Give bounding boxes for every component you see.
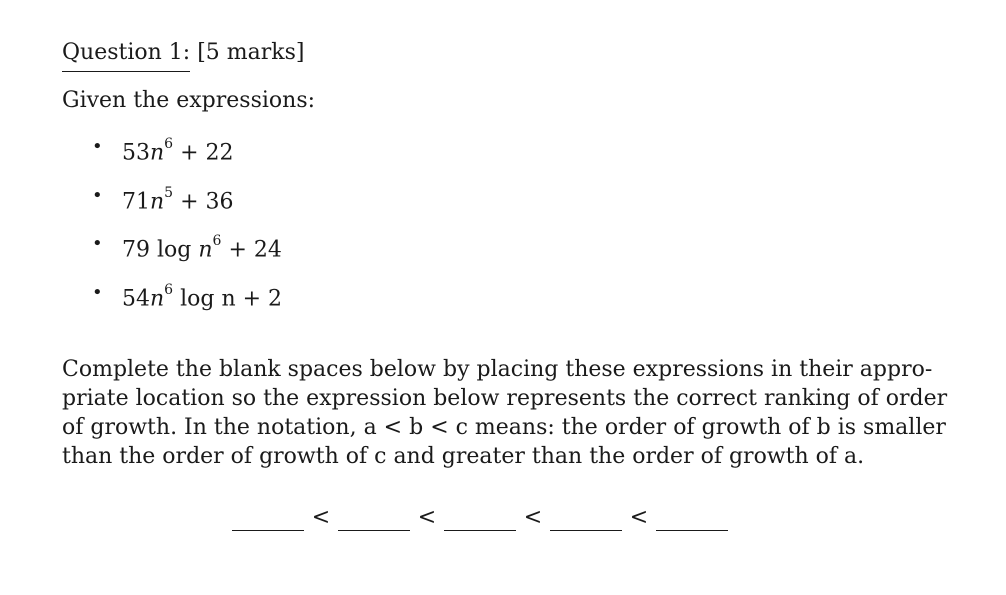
paragraph-line: priate location so the expression below represents the correct ranking of order [62,386,948,411]
expression-math: $54n^6$ log n + 2 [122,281,283,311]
instructions-paragraph [62,355,948,471]
paragraph-line: Complete the blank spaces below by placing these expressions in their appro- [62,357,933,382]
expression-math: $53n^6 + 22$ [122,136,234,166]
expression-item [92,278,282,327]
expression-math: $71n^5 + 36$ [122,184,234,214]
bullet-icon: • [92,136,103,157]
bullet-icon: • [92,184,103,206]
less-than-sign: < [417,505,437,530]
expression-item [92,181,282,230]
expression-list [92,132,282,326]
expression-item [92,229,282,278]
blank-slot[interactable] [444,512,516,531]
bullet-icon: • [92,281,103,303]
less-than-sign: < [311,505,331,530]
blank-slot[interactable] [338,512,410,531]
paragraph-line: than the order of growth of c and greater than the order of growth of a. [62,444,865,469]
paragraph-line: of growth. In the notation, a < b < c means: the order of growth of b is smaller [62,415,946,440]
less-than-sign: < [629,505,649,530]
question-marks: [5 marks] [197,40,305,65]
ranking-blanks [232,505,728,531]
blank-slot[interactable] [232,512,304,531]
intro-text: Given the expressions: [62,88,316,113]
blank-slot[interactable] [656,512,728,531]
question-label: Question 1: [62,38,190,72]
less-than-sign: < [523,505,543,530]
expression-math: 79 $\log n^6 + 24$ [122,233,282,263]
blank-slot[interactable] [550,512,622,531]
question-heading [62,38,305,72]
bullet-icon: • [92,233,103,254]
expression-item [92,132,282,181]
